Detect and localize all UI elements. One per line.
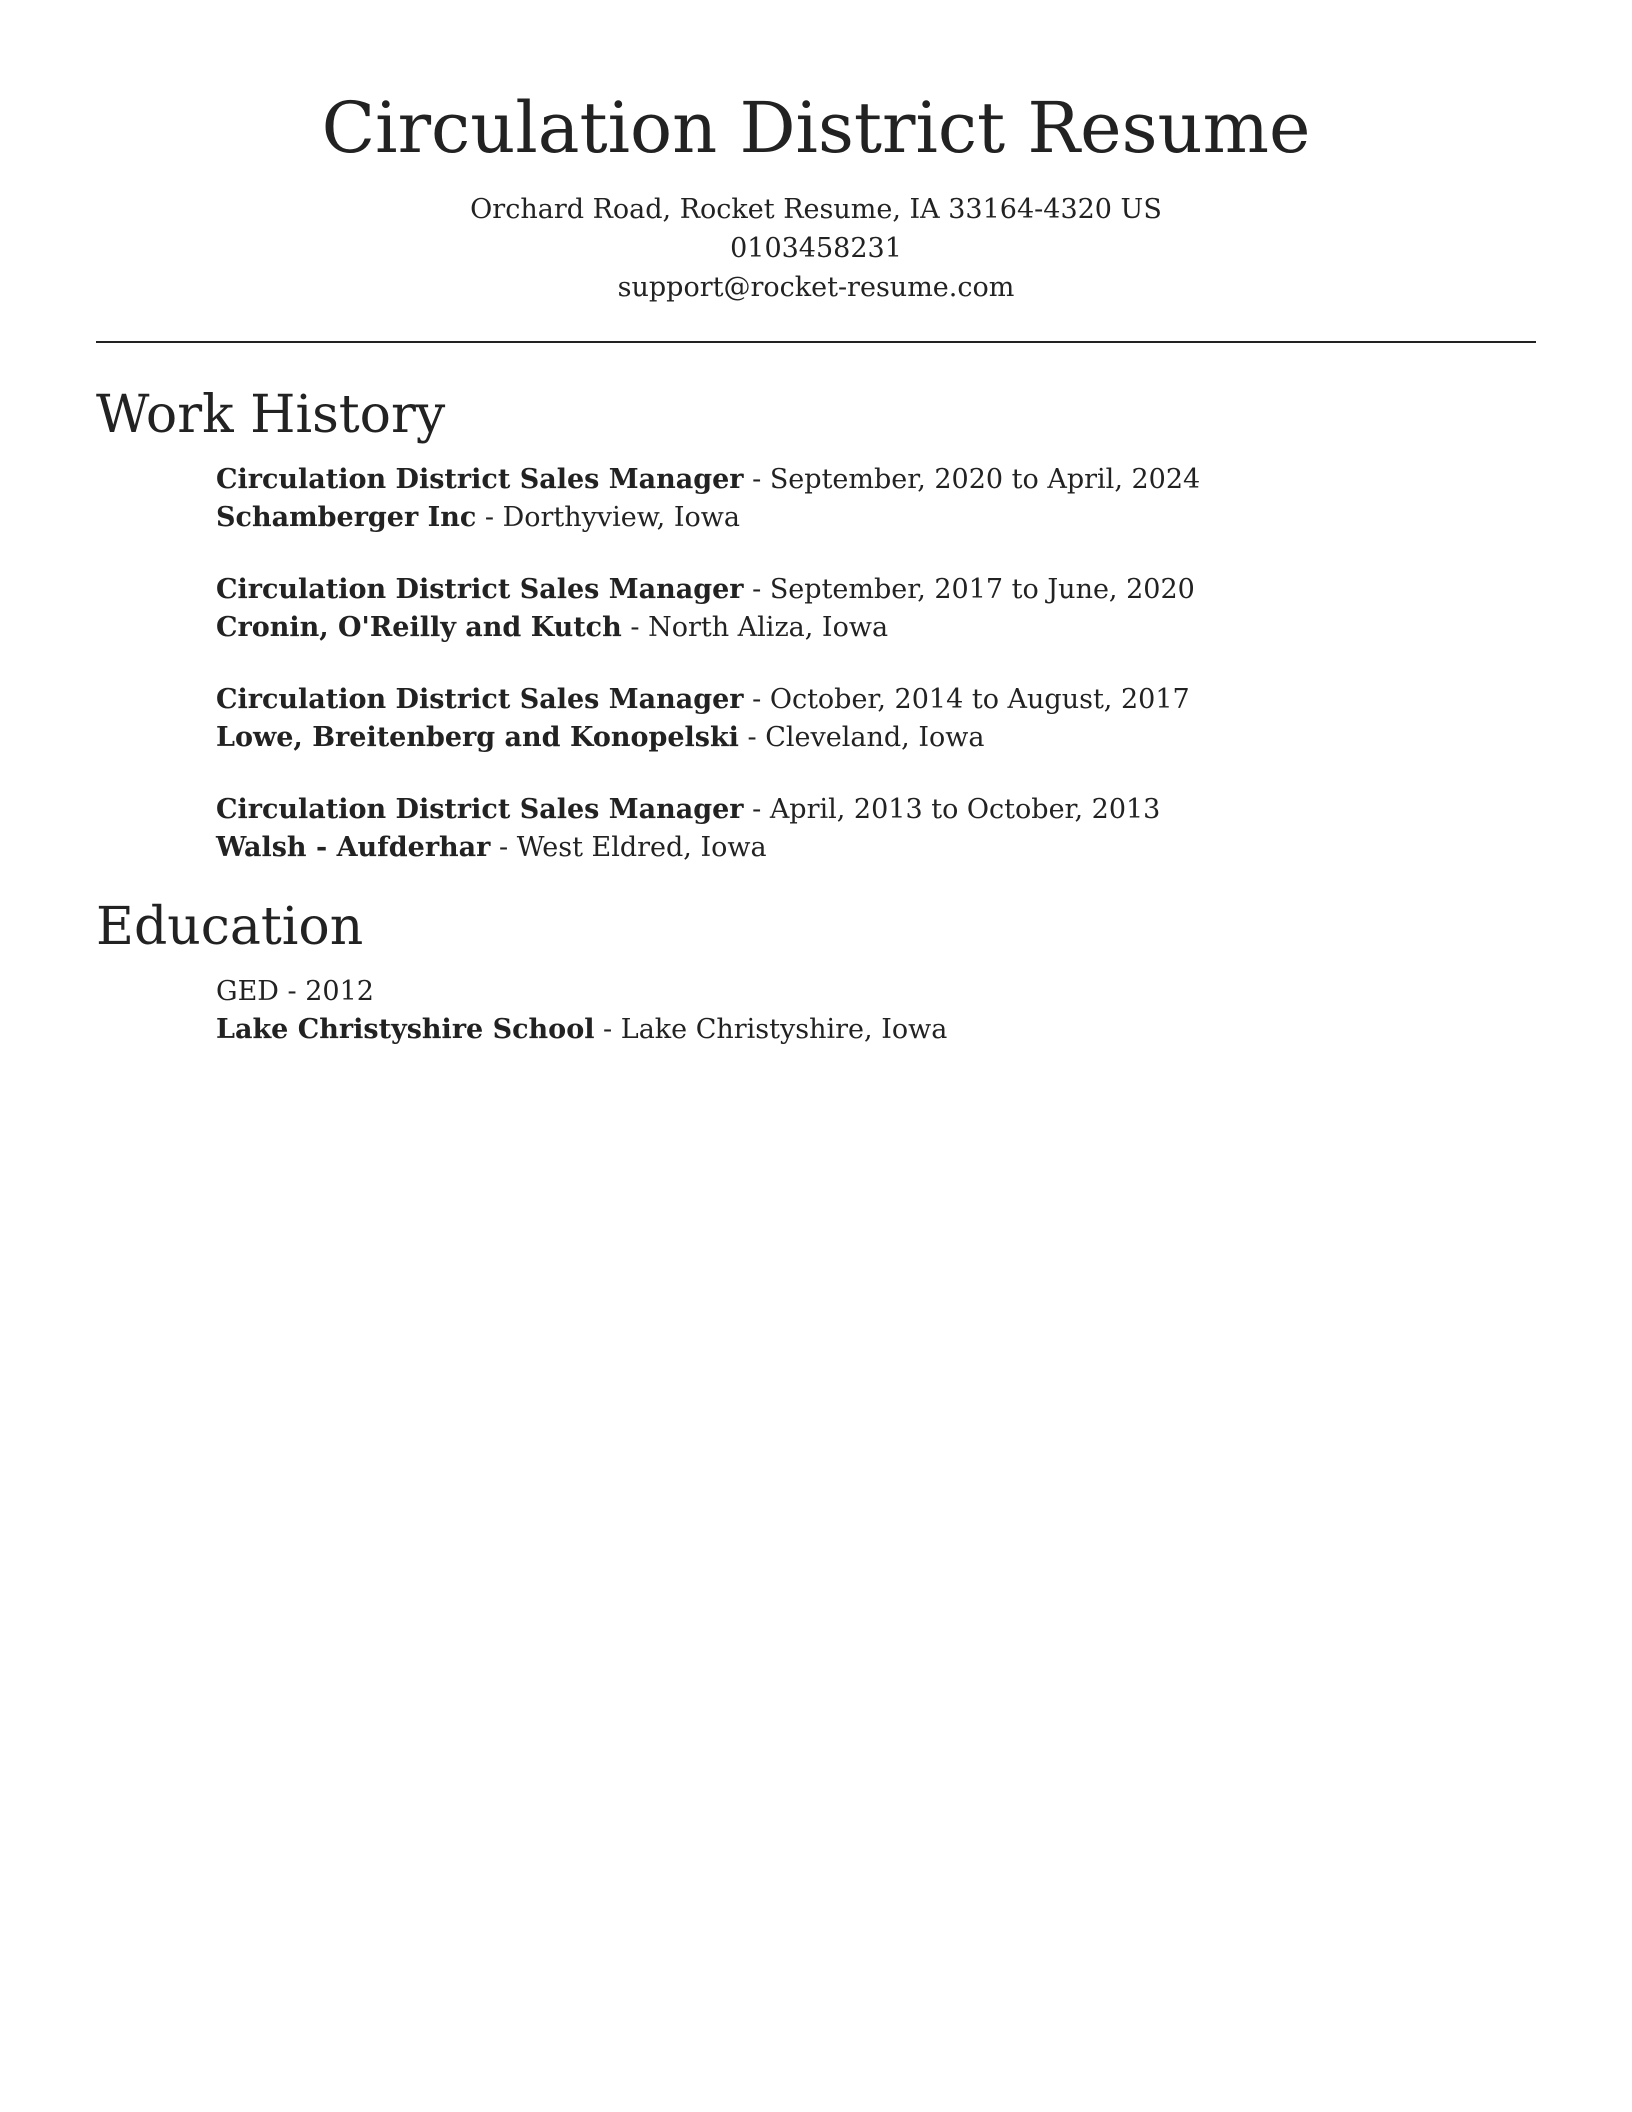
separator: -: [743, 684, 770, 715]
job-position: Circulation District Sales Manager: [216, 574, 744, 605]
separator: -: [476, 502, 503, 533]
separator: -: [738, 722, 766, 753]
header-divider: [96, 341, 1536, 343]
work-entry-line1: [216, 461, 1536, 499]
job-dates: September, 2017 to June, 2020: [769, 574, 1195, 605]
separator: -: [743, 794, 770, 825]
resume-header: [96, 0, 1536, 307]
job-location: North Aliza, Iowa: [648, 612, 889, 643]
work-entry-line1: [216, 571, 1536, 609]
separator: -: [743, 574, 770, 605]
work-entry-line2: [216, 829, 1536, 867]
job-company: Schamberger Inc: [216, 502, 477, 533]
school-location: Lake Christyshire, Iowa: [620, 1014, 948, 1045]
work-entry: [216, 791, 1536, 867]
contact-info: [96, 190, 1536, 307]
separator: -: [743, 464, 770, 495]
phone: 0103458231: [730, 233, 902, 264]
job-position: Circulation District Sales Manager: [216, 464, 744, 495]
job-company: Lowe, Breitenberg and Konopelski: [216, 722, 739, 753]
work-entry-line1: [216, 791, 1536, 829]
email: support@rocket-resume.com: [617, 272, 1015, 303]
education-heading: Education: [96, 897, 364, 957]
separator: -: [621, 612, 649, 643]
separator: -: [490, 832, 517, 863]
work-entry: [216, 571, 1536, 647]
job-dates: April, 2013 to October, 2013: [769, 794, 1161, 825]
job-dates: October, 2014 to August, 2017: [769, 684, 1190, 715]
job-dates: September, 2020 to April, 2024: [769, 464, 1201, 495]
work-history-heading: Work History: [96, 385, 446, 445]
degree: GED: [216, 976, 279, 1007]
work-entry: [216, 461, 1536, 537]
work-entry: [216, 681, 1536, 757]
job-location: West Eldred, Iowa: [516, 832, 767, 863]
job-position: Circulation District Sales Manager: [216, 684, 744, 715]
work-history-list: [96, 461, 1536, 867]
work-entry-line1: [216, 681, 1536, 719]
school-name: Lake Christyshire School: [216, 1014, 595, 1045]
work-entry-line2: [216, 609, 1536, 647]
work-entry-line2: [216, 719, 1536, 757]
graduation-year: 2012: [305, 976, 374, 1007]
address: Orchard Road, Rocket Resume, IA 33164-4320 US: [470, 194, 1162, 225]
work-entry-line2: [216, 499, 1536, 537]
separator: -: [278, 976, 306, 1007]
separator: -: [594, 1014, 621, 1045]
education-entry-line2: [216, 1011, 1536, 1049]
job-location: Cleveland, Iowa: [765, 722, 985, 753]
education-list: [96, 973, 1536, 1049]
job-company: Walsh - Aufderhar: [216, 832, 491, 863]
job-company: Cronin, O'Reilly and Kutch: [216, 612, 622, 643]
job-position: Circulation District Sales Manager: [216, 794, 744, 825]
education-entry-line1: [216, 973, 1536, 1011]
education-entry: [216, 973, 1536, 1049]
job-location: Dorthyview, Iowa: [502, 502, 740, 533]
resume-title: Circulation District Resume: [321, 87, 1311, 169]
